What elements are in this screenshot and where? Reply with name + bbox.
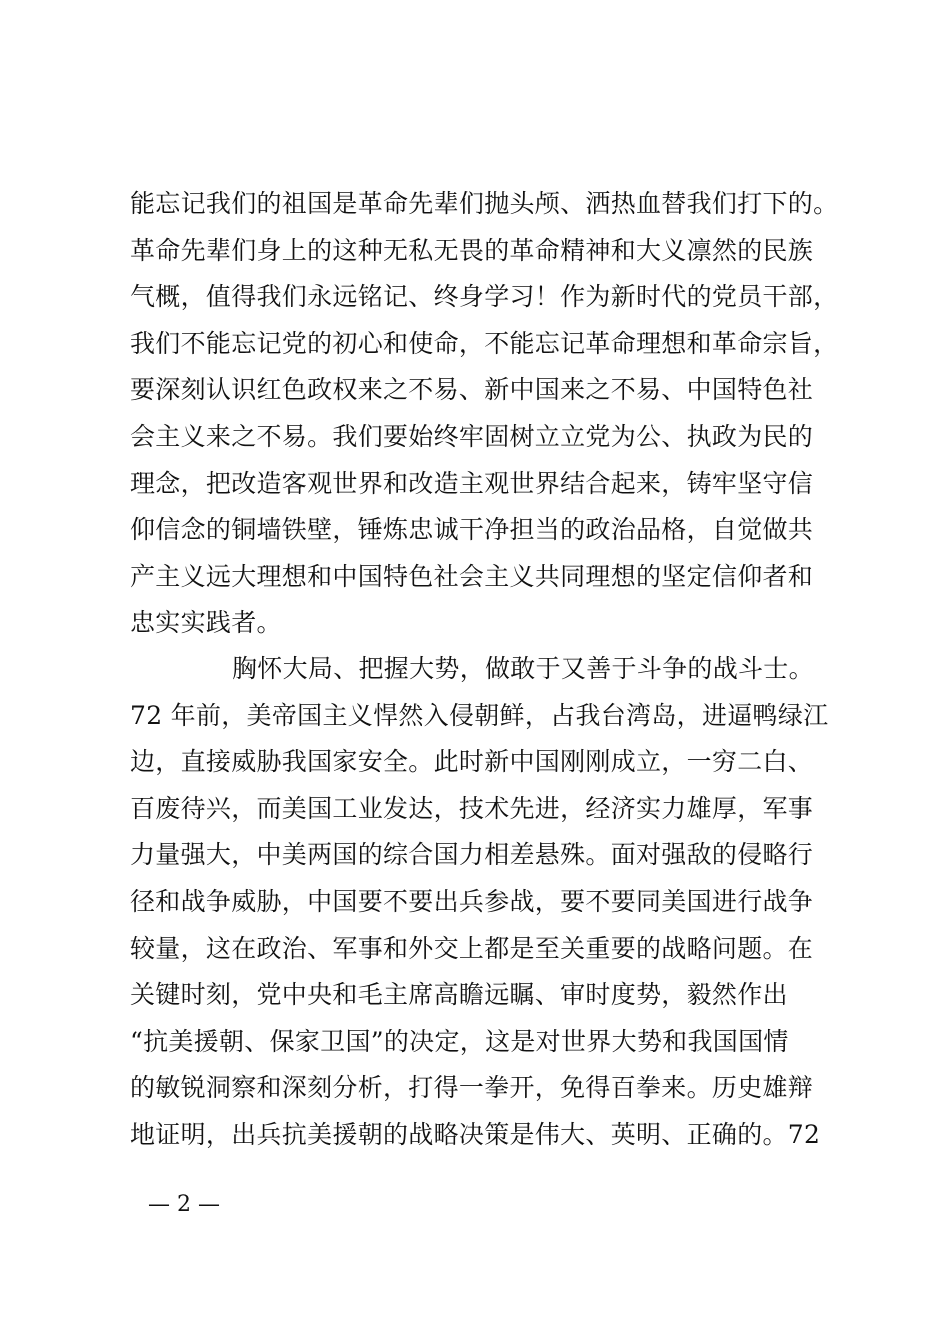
paragraph-2-line-11: 地证明，出兵抗美援朝的战略决策是伟大、英明、正确的。72: [130, 1119, 821, 1149]
paragraph-2-line-7: 较量，这在政治、军事和外交上都是至关重要的战略问题。在: [130, 933, 814, 963]
page-number: — 2 —: [148, 1192, 220, 1217]
paragraph-2-line-5: 力量强大，中美两国的综合国力相差悬殊。面对强敌的侵略行: [130, 840, 814, 870]
paragraph-1-line-1: 能忘记我们的祖国是革命先辈们抛头颅、洒热血替我们打下的。: [130, 189, 839, 218]
paragraph-1-line-10: 忠实实践者。: [130, 608, 282, 638]
paragraph-1-line-8: 仰信念的铜墙铁壁，锤炼忠诚干净担当的政治品格，自觉做共: [130, 515, 814, 545]
paragraph-1-line-7: 理念，把改造客观世界和改造主观世界结合起来，铸牢坚守信: [130, 468, 814, 498]
paragraph-2-line-8: 关键时刻，党中央和毛主席高瞻远瞩、审时度势，毅然作出: [130, 980, 788, 1010]
paragraph-1-line-4: 我们不能忘记党的初心和使命，不能忘记革命理想和革命宗旨，: [130, 328, 839, 358]
paragraph-1-line-6: 会主义来之不易。我们要始终牢固树立立党为公、执政为民的: [130, 421, 814, 451]
paragraph-1-line-9: 产主义远大理想和中国特色社会主义共同理想的坚定信仰者和: [130, 561, 814, 591]
paragraph-2: [130, 646, 850, 1159]
paragraph-2-heading-line: 胸怀大局、把握大势，做敢于又善于斗争的战斗士。: [232, 654, 814, 683]
paragraph-1-line-3: 气概，值得我们永远铭记、终身学习！作为新时代的党员干部，: [130, 282, 839, 312]
paragraph-2-line-10: 的敏锐洞察和深刻分析，打得一拳开，免得百拳来。历史雄辩: [130, 1073, 814, 1103]
paragraph-1-line-5: 要深刻认识红色政权来之不易、新中国来之不易、中国特色社: [130, 375, 814, 405]
paragraph-2-line-2: 72 年前，美帝国主义悍然入侵朝鲜，占我台湾岛，进逼鸭绿江: [130, 700, 829, 730]
paragraph-1-line-2: 革命先辈们身上的这种无私无畏的革命精神和大义凛然的民族: [130, 235, 814, 265]
paragraph-2-line-6: 径和战争威胁，中国要不要出兵参战，要不要同美国进行战争: [130, 886, 814, 916]
paragraph-2-line-4: 百废待兴，而美国工业发达，技术先进，经济实力雄厚，军事: [130, 793, 814, 823]
paragraph-2-line-9: “抗美援朝、保家卫国”的决定，这是对世界大势和我国国情: [130, 1026, 789, 1056]
paragraph-1: [130, 181, 850, 647]
paragraph-2-line-3: 边，直接威胁我国家安全。此时新中国刚刚成立，一穷二白、: [130, 747, 814, 777]
